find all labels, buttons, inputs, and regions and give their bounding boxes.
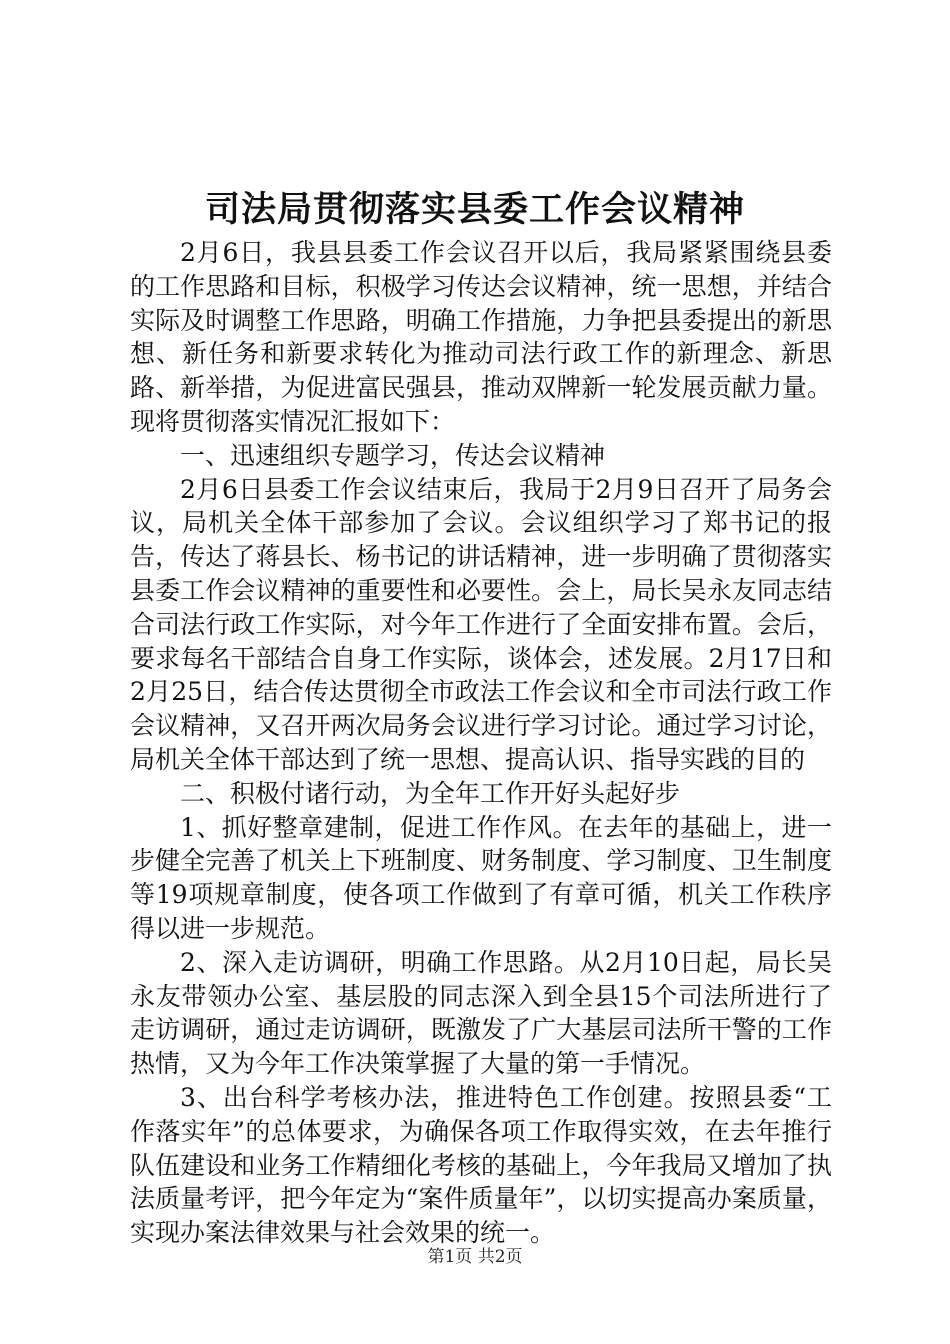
section-heading-2: 二、积极付诸行动，为全年工作开好头起好步	[180, 778, 681, 808]
document-title: 司法局贯彻落实县委工作会议精神	[204, 189, 745, 230]
section-heading-1: 一、迅速组织专题学习，传达会议精神	[180, 440, 606, 470]
item-2-paragraph: 2、深入走访调研，明确工作思路。从2月10日起，局长吴永友带领办公室、基层股的同志深入到全县15个司法所进行了走访调研，通过走访调研，既激发了广大基层司法所干警的工作热情，又为今年工作决策掌握了大量的第一手情况。	[130, 947, 832, 1079]
document-body	[130, 236, 832, 1250]
item-1-paragraph: 1、抓好整章建制，促进工作作风。在去年的基础上，进一步健全完善了机关上下班制度、财务制度、学习制度、卫生制度等19项规章制度，使各项工作做到了有章可循，机关工作秩序得以进一步规范。	[130, 812, 832, 943]
intro-paragraph: 2月6日，我县县委工作会议召开以后，我局紧紧围绕县委的工作思路和目标，积极学习传达会议精神，统一思想，并结合实际及时调整工作思路，明确工作措施，力争把县委提出的新思想、新任务和新要求转化为推动司法行政工作的新理念、新思路、新举措，为促进富民强县，推动双牌新一轮发展贡献力量。现将贯彻落实情况汇报如下：	[130, 238, 832, 436]
section-1-paragraph: 2月6日县委工作会议结束后，我局于2月9日召开了局务会议，局机关全体干部参加了会议。会议组织学习了郑书记的报告，传达了蒋县长、杨书记的讲话精神，进一步明确了贯彻落实县委工作会议精神的重要性和必要性。会上，局长吴永友同志结合司法行政工作实际，对今年工作进行了全面安排布置。会后，要求每名干部结合自身工作实际，谈体会，述发展。2月17日和2月25日，结合传达贯彻全市政法工作会议和全市司法行政工作会议精神，又召开两次局务会议进行学习讨论。通过学习讨论，局机关全体干部达到了统一思想、提高认识、指导实践的目的	[130, 474, 832, 774]
item-3-paragraph: 3、出台科学考核办法，推进特色工作创建。按照县委“工作落实年”的总体要求，为确保各项工作取得实效，在去年推行队伍建设和业务工作精细化考核的基础上，今年我局又增加了执法质量考评，把今年定为“案件质量年”，以切实提高办案质量，实现办案法律效果与社会效果的统一。	[130, 1082, 832, 1248]
page-number-footer: 第1页 共2页	[427, 1247, 523, 1267]
